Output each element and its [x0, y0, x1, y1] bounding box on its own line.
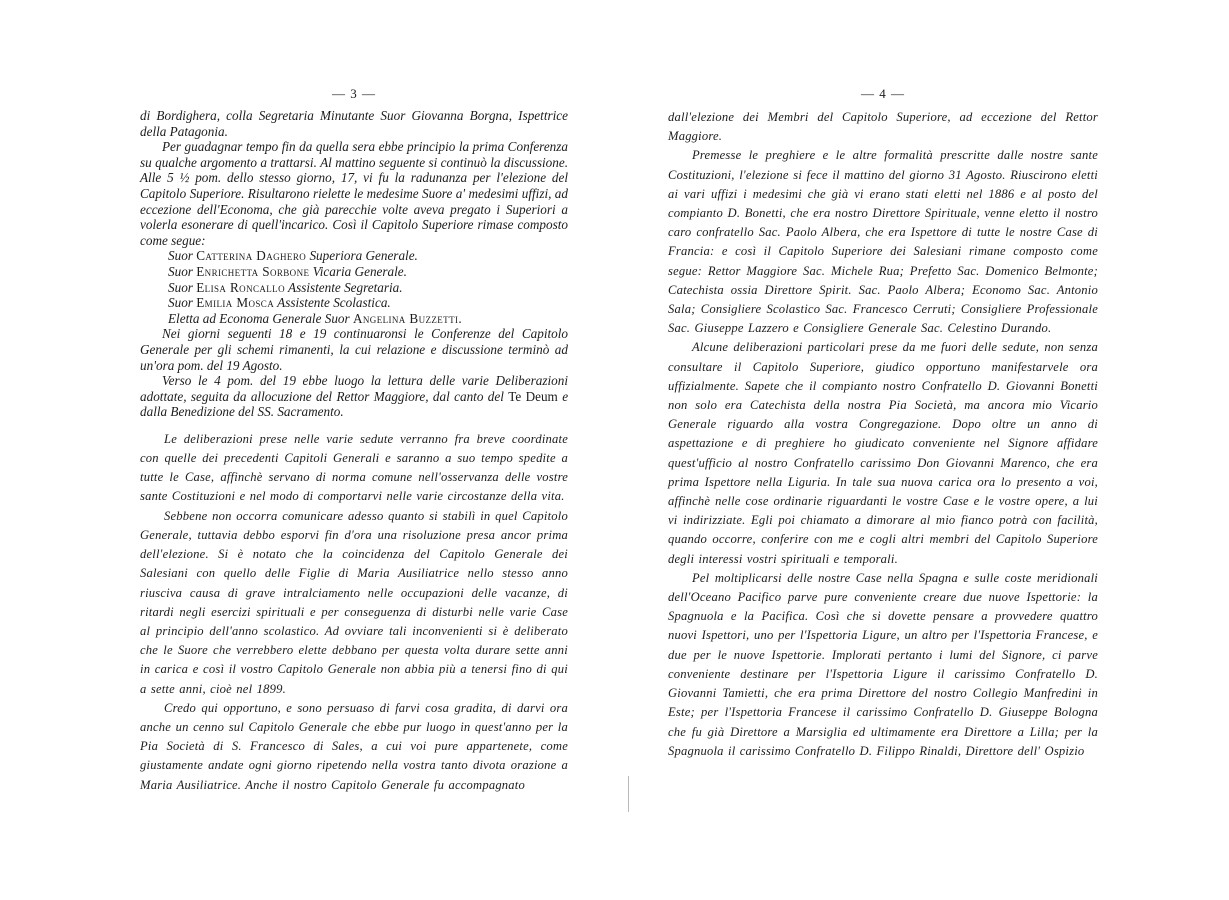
right-page	[668, 86, 1098, 761]
handwritten-style-section	[668, 108, 1098, 761]
paragraph: di Bordighera, colla Segretaria Minutante Suor Giovanna Borgna, Ispettrice della Patagonia.	[140, 108, 568, 139]
paragraph: Verso le 4 pom. del 19 ebbe luogo la lettura delle varie Deliberazioni adottate, seguita da allocuzione del Rettor Maggiore, dal canto del Te Deum e dalla Benedizione del SS. Sacramento.	[140, 373, 569, 420]
paragraph: Alcune deliberazioni particolari prese da me fuori delle sedute, non senza consultare il Capitolo Superiore, giudico opportuno manifestarvele ora uffizialmente. Sapete che il compianto nostro Confratello D. Giovanni Bonetti non solo era Catechista della nostra Pia Società, ma ancora mio Vicario Generale riguardo alla vostra Congregazione. Dopo oltre un anno di aspettazione e di preghiere ho giudicato conveniente nel Signore affidare quest'ufficio al nostro Confratello carissimo Don Giovanni Marenco, che era prima Ispettore nella Liguria. In tale sua nuova carica ora lo presento a voi, affinchè nelle cose ordinarie riguardanti le vostre Case e le vostre opere, a lui vi indirizziate. Egli poi chiamato a dimorare al mio fianco potrà con facilità, quando occorre, conferire con me e cogli altri membri del Capitolo Superiore degli interessi vostri spirituali e temporali.	[668, 340, 1098, 566]
paragraph: Pel moltiplicarsi delle nostre Case nella Spagna e sulle coste meridionali dell'Oceano Pacifico parve pure conveniente creare due nuove Ispettorie: la Spagnuola e la Pacifica. Così che si dovette pensare a provvedere quattro nuovi Ispettori, uno per l'Ispettoria Ligure, un altro per l'Ispettoria Francese, e due per le nuove Ispettorie. Implorati pertanto i lumi del Signore, ci parve conveniente destinare per l'Ispettoria Ligure il carissimo Confratello D. Giovanni Tamietti, che era prima Direttore del nostro Collegio Manfredini in Este; per l'Ispettoria Francese il carissimo Confratello D. Giuseppe Bologna che fu già Direttore a Marsiglia ed ultimamente era Direttore a Lilla; per la Spagnuola il carissimo Confratello D. Filippo Rinaldi, Direttore dell' Ospizio	[668, 570, 1098, 758]
paragraph: Le deliberazioni prese nelle varie sedute verranno fra breve coordinate con quelle dei precedenti Capitoli Generali e saranno a suo tempo spedite a tutte le Case, affinchè servano di norma comune nell'osservanza delle vostre sante Costituzioni e nel modo di comportarvi nelle varie circostanze della vita.	[140, 431, 568, 504]
member-line: Eletta ad Economa Generale Suor Angelina Buzzetti.	[168, 310, 463, 326]
paragraph: Sebbene non occorra comunicare adesso quanto si stabilì in quel Capitolo Generale, tuttavia debbo esporvi fin d'ora una risoluzione presa ancor prima dell'elezione. Si è notato che la coincidenza del Capitolo Generale dei Salesiani con quello delle Figlie di Maria Ausiliatrice nello stesso anno riusciva causa di grave intralciamento nelle occupazioni delle vacanze, di ritardi negli esercizi spirituali e per conseguenza di disturbi nelle varie Case al principio dell'anno scolastico. Ad ovviare tali inconvenienti si è deliberato che le Suore che verrebbero elette debbano per questa volta durare sette anni in carica e così il vostro Capitolo Generale non abbia più a tenersi fino di qui a sette anni, cioè nel 1899.	[140, 508, 568, 696]
member-line: Suor Enrichetta Sorbone Vicaria Generale.	[168, 263, 407, 279]
member-line: Suor Catterina Daghero Superiora Generale.	[168, 248, 418, 264]
paragraph: Premesse le preghiere e le altre formalità prescritte dalle nostre sante Costituzioni, l'elezione si fece il mattino del giorno 31 Agosto. Riuscirono eletti ai vari uffizi i medesimi che già vi erano stati eletti nel 1886 e al posto del compianto D. Bonetti, che era nostro Direttore Spirituale, venne eletto il nostro caro confratello Sac. Paolo Albera, che era Ispettore di tutte le nostre Case di Francia: e così il Capitolo Superiore dei Salesiani rimane composto come segue: Rettor Maggiore Sac. Michele Rua; Prefetto Sac. Domenico Belmonte; Catechista ossia Direttore Spirit. Sac. Paolo Albera; Economo Sac. Antonio Sala; Consigliere Scolastico Sac. Francesco Cerruti; Consigliere Professionale Sac. Giuseppe Lazzero e Consigliere Generale Sac. Celestino Durando.	[668, 148, 1098, 336]
paragraph: Credo qui opportuno, e sono persuaso di farvi cosa gradita, di darvi ora anche un cenno sul Capitolo Generale che ebbe pur luogo in quest'anno per la Pia Società di S. Francesco di Sales, a cui voi pure appartenete, come giustamente andate ogni giorno ripetendo nella vostra tanto divota orazione a Maria Ausiliatrice. Anche il nostro Capitolo Generale fu accompagnato	[140, 700, 568, 792]
member-line: Suor Emilia Mosca Assistente Scolastica.	[168, 295, 391, 311]
paragraph: Nei giorni seguenti 18 e 19 continuaronsi le Conferenze del Capitolo Generale per gli schemi rimanenti, la cui relazione e discussione terminò ad un'ora pom. del 19 Agosto.	[140, 326, 568, 373]
scan-mark	[628, 776, 629, 812]
page-number: — 3 —	[332, 86, 376, 101]
italic-section	[140, 108, 568, 420]
chapter-members-list	[140, 248, 568, 326]
member-line: Suor Elisa Roncallo Assistente Segretaria.	[168, 279, 403, 295]
handwritten-style-section	[140, 430, 568, 795]
page-number: — 4 —	[861, 86, 905, 101]
left-page	[140, 86, 568, 795]
paragraph: Per guadagnar tempo fin da quella sera ebbe principio la prima Conferenza su qualche argomento a trattarsi. Al mattino seguente si continuò la discussione. Alle 5 ½ pom. dello stesso giorno, 17, vi fu la radunanza per l'elezione del Capitolo Superiore. Risultarono rielette le medesime Suore a' medesimi uffizi, ad eccezione dell'Economa, che già parecchie volte aveva pregato i Superiori a volerla esonerare di quell'incarico. Così il Capitolo Superiore rimase composto come segue:	[140, 139, 568, 248]
paragraph: dall'elezione dei Membri del Capitolo Superiore, ad eccezione del Rettor Maggiore.	[668, 110, 1098, 144]
